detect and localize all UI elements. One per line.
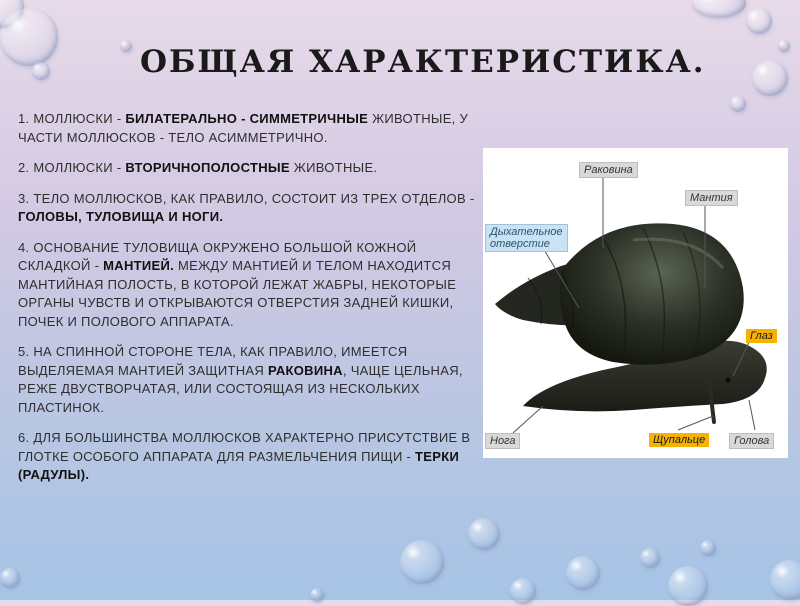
paragraph-bold: РАКОВИНА	[268, 362, 343, 378]
paragraph-text: , ЧАЩЕ ЦЕЛЬНАЯ, РЕЖЕ ДВУСТВОРЧАТАЯ, ИЛИ СОСТОЯЩАЯ ИЗ НЕСКОЛЬКИХ ПЛАСТИНОК.	[18, 362, 463, 415]
slide-title: ОБЩАЯ ХАРАКТЕРИСТИКА.	[140, 44, 706, 80]
snail-shell	[559, 223, 743, 364]
label-breathing-hole	[485, 224, 568, 252]
water-drop	[400, 540, 444, 584]
paragraph-text: 2. МОЛЛЮСКИ -	[18, 160, 126, 175]
paragraph-bold: МАНТИЕЙ.	[103, 258, 175, 273]
water-drop	[692, 0, 746, 18]
label-breathing-hole-line-1: Дыхательное	[490, 226, 563, 238]
snail-eye	[726, 378, 731, 383]
paragraph-text: 5. НА СПИННОЙ СТОРОНЕ ТЕЛА, КАК ПРАВИЛО, ИМЕЕТСЯ ВЫДЕЛЯЕМАЯ МАНТИЕЙ ЗАЩИТНАЯ	[18, 344, 408, 378]
water-drop	[0, 8, 58, 66]
paragraph-bold: БИЛАТЕРАЛЬНО - СИММЕТРИЧНЫЕ	[125, 111, 369, 126]
label-tentacle: Щупальце	[649, 433, 709, 447]
paragraph-bold: ГОЛОВЫ, ТУЛОВИЩА И НОГИ.	[18, 209, 224, 224]
paragraph-text: 6. ДЛЯ БОЛЬШИНСТВА МОЛЛЮСКОВ ХАРАКТЕРНО ПРИСУТСТВИЕ В ГЛОТКЕ ОСОБОГО АППАРАТА ДЛЯ РАЗМЕЛЬЧЕНИЯ ПИЩИ -	[18, 430, 471, 464]
snail-illustration	[483, 148, 788, 458]
water-drop	[752, 60, 788, 96]
paragraph-1	[18, 110, 478, 147]
water-drop	[700, 540, 716, 556]
label-head: Голова	[729, 433, 774, 449]
paragraph-4	[18, 239, 478, 332]
label-shell: Раковина	[579, 162, 638, 178]
water-drop	[468, 518, 500, 550]
snail-figure	[483, 148, 788, 458]
water-drop	[746, 8, 772, 34]
paragraph-bold: ВТОРИЧНОПОЛОСТНЫЕ	[125, 160, 290, 175]
paragraph-text: ЖИВОТНЫЕ.	[289, 160, 378, 175]
water-drop	[0, 568, 20, 588]
paragraph-2	[18, 159, 478, 178]
paragraph-text: 1. МОЛЛЮСКИ -	[18, 111, 126, 126]
paragraph-bold: ТЕРКИ (РАДУЛЫ).	[18, 448, 460, 482]
water-drop	[120, 40, 132, 52]
water-drop	[770, 560, 800, 600]
paragraph-text: ЖИВОТНЫЕ, У ЧАСТИ МОЛЛЮСКОВ - ТЕЛО АСИММЕТРИЧНО.	[18, 111, 469, 145]
water-drop	[668, 566, 708, 606]
label-foot: Нога	[485, 433, 520, 449]
slide-content	[18, 110, 478, 497]
water-drop	[32, 62, 50, 80]
label-breathing-hole-line-2: отверстие	[490, 238, 550, 250]
paragraph-6	[18, 429, 478, 485]
label-eye: Глаз	[746, 329, 777, 343]
water-drop	[640, 548, 660, 568]
label-mantle: Мантия	[685, 190, 738, 206]
paragraph-text: МЕЖДУ МАНТИЕЙ И ТЕЛОМ НАХОДИТСЯ МАНТИЙНАЯ ПОЛОСТЬ, В КОТОРОЙ ЛЕЖАТ ЖАБРЫ, НЕКОТОРЫЕ ОРГАНЫ ЧУВСТВ И ОТКРЫВАЮТСЯ ОТВЕРСТИЯ ЗАДНЕЙ КИШКИ, ПОЧЕК И ПОЛОВОГО АППАРАТА.	[18, 258, 457, 329]
paragraph-text: 3. ТЕЛО МОЛЛЮСКОВ, КАК ПРАВИЛО, СОСТОИТ ИЗ ТРЕХ ОТДЕЛОВ -	[18, 190, 475, 206]
water-drop	[730, 96, 746, 112]
paragraph-3	[18, 190, 478, 227]
water-drop	[510, 578, 536, 604]
paragraph-text: 4. ОСНОВАНИЕ ТУЛОВИЩА ОКРУЖЕНО БОЛЬШОЙ КОЖНОЙ СКЛАДКОЙ -	[18, 239, 417, 273]
water-drop	[778, 40, 790, 52]
water-drop	[566, 556, 600, 590]
paragraph-5	[18, 343, 478, 417]
